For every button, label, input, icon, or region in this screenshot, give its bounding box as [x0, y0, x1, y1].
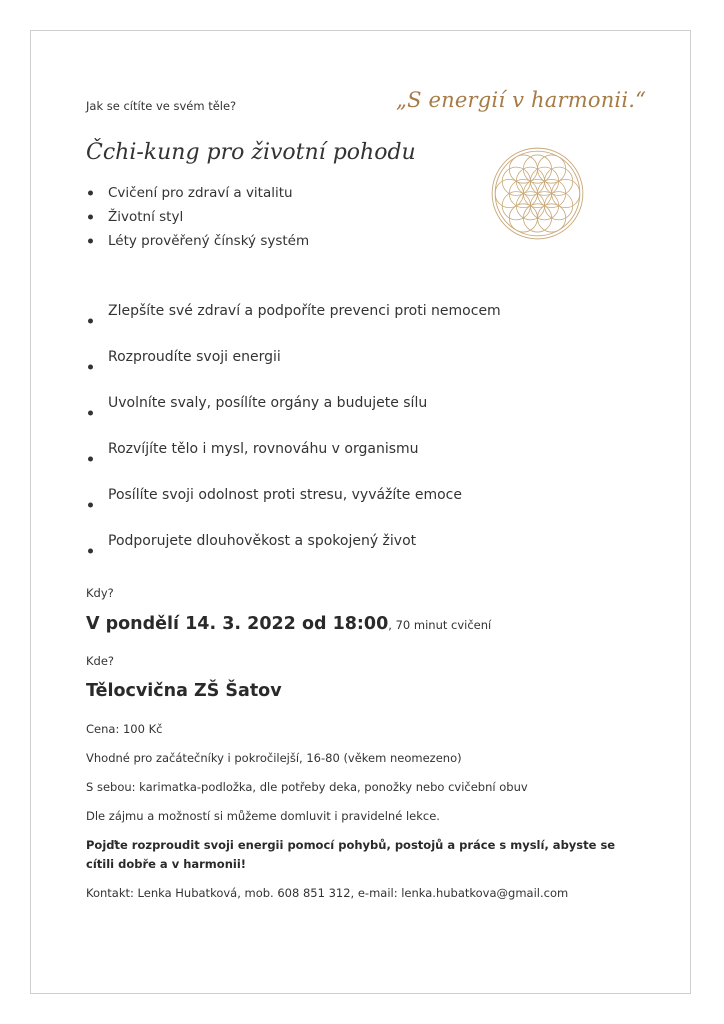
price-text: Cena: 100 Kč: [86, 722, 163, 736]
benefit-item: Podporujete dlouhověkost a spokojený život: [86, 528, 501, 574]
flower-of-life-icon: [477, 133, 598, 254]
benefit-item: Rozproudíte svoji energii: [86, 344, 501, 390]
when-label: Kdy?: [86, 586, 114, 600]
page-title: Čchi-kung pro životní pohodu: [86, 140, 416, 165]
benefit-list: [86, 298, 501, 574]
event-date-value: V pondělí 14. 3. 2022 od 18:00: [86, 614, 389, 634]
benefit-item: Posílíte svoji odolnost proti stresu, vyvážíte emoce: [86, 482, 501, 528]
contact-text: Kontakt: Lenka Hubatková, mob. 608 851 312, e-mail: lenka.hubatkova@gmail.com: [86, 886, 569, 900]
event-date: [86, 614, 491, 634]
benefit-item: Zlepšíte své zdraví a podpoříte prevenci proti nemocem: [86, 298, 501, 344]
benefit-item: Uvolníte svaly, posílíte orgány a budujete sílu: [86, 390, 501, 436]
where-label: Kde?: [86, 654, 115, 668]
invitation-callout: Pojďte rozproudit svoji energii pomocí pohybů, postojů a práce s myslí, abyste se cítili dobře a v harmonii!: [86, 838, 616, 871]
benefit-item: Rozvíjíte tělo i mysl, rovnováhu v organismu: [86, 436, 501, 482]
intro-question: Jak se cítíte ve svém těle?: [86, 99, 237, 113]
regular-lessons-text: Dle zájmu a možností si můžeme domluvit i pravidelné lekce.: [86, 809, 440, 823]
intro-item: Léty prověřený čínský systém: [86, 229, 309, 253]
intro-list: [86, 181, 309, 253]
intro-item: Cvičení pro zdraví a vitalitu: [86, 181, 309, 205]
tagline: „S energií v harmonii.“: [396, 88, 647, 112]
event-venue: Tělocvična ZŠ Šatov: [86, 681, 282, 701]
suitability-text: Vhodné pro začátečníky i pokročilejší, 16-80 (věkem neomezeno): [86, 751, 462, 765]
bring-text: S sebou: karimatka-podložka, dle potřeby deka, ponožky nebo cvičební obuv: [86, 780, 528, 794]
event-duration: , 70 minut cvičení: [388, 618, 492, 632]
intro-item: Životní styl: [86, 205, 309, 229]
